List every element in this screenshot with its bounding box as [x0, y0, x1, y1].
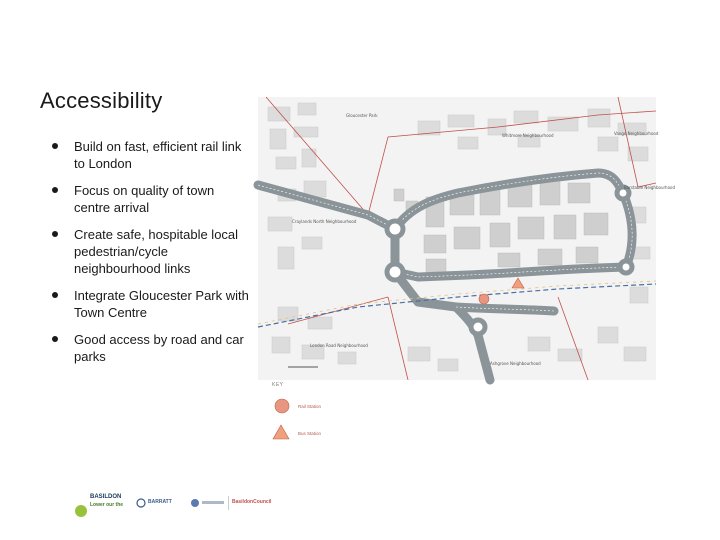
bullet-dot-icon	[52, 336, 58, 342]
bullet-item	[52, 331, 252, 365]
slide-title: Accessibility	[40, 88, 163, 113]
map-label-craylands: Craylands North Neighbourhood	[292, 219, 357, 224]
legend-rail-station-icon	[274, 398, 290, 414]
map-label-vange: Vange Neighbourhood	[614, 131, 659, 136]
rail-station-icon	[479, 294, 489, 304]
map-legend	[262, 382, 392, 454]
bullet-text: Create safe, hospitable local pedestrian/cycle neighbourhood links	[74, 227, 239, 276]
legend-bus-label: Bus Station	[298, 431, 322, 436]
bullet-text: Build on fast, efficient rail link to London	[74, 139, 242, 171]
bullet-dot-icon	[52, 143, 58, 149]
bullet-item	[52, 138, 252, 172]
footer-logos	[74, 494, 274, 524]
map-label-london-road: London Road Neighbourhood	[310, 343, 368, 348]
map-label-barstable: Barstable Neighbourhood	[624, 185, 676, 190]
barratt-icon	[136, 498, 146, 508]
bullet-item	[52, 226, 252, 277]
legend-rail-label: Rail Station	[298, 404, 322, 409]
map-label-whitmore: Whitmore Neighbourhood	[502, 133, 554, 138]
site-map	[258, 97, 676, 380]
legend-bus-station-icon	[272, 424, 290, 440]
bullet-text: Good access by road and car parks	[74, 332, 244, 364]
basildon-logo: BASILDON	[90, 494, 122, 500]
bullet-dot-icon	[52, 292, 58, 298]
bullet-list	[52, 138, 252, 375]
legend-key-label: KEY	[272, 382, 284, 388]
council-logo: BasildonCouncil	[232, 499, 272, 505]
partner-icon	[190, 498, 200, 508]
bullet-text: Integrate Gloucester Park with Town Centre	[74, 288, 249, 320]
basildon-leaf-icon	[74, 504, 88, 518]
partner-logo-text	[202, 501, 224, 504]
map-label-gloucester-park: Gloucester Park	[346, 113, 378, 118]
basildon-logo-sub: Lower our the	[90, 502, 124, 508]
barratt-logo: BARRATT	[148, 499, 172, 505]
logo-divider	[228, 496, 229, 510]
bullet-dot-icon	[52, 231, 58, 237]
bullet-text: Focus on quality of town centre arrival	[74, 183, 215, 215]
bullet-dot-icon	[52, 187, 58, 193]
map-label-ashgrove: Ashgrove Neighbourhood	[490, 361, 541, 366]
bullet-item	[52, 182, 252, 216]
bullet-item	[52, 287, 252, 321]
